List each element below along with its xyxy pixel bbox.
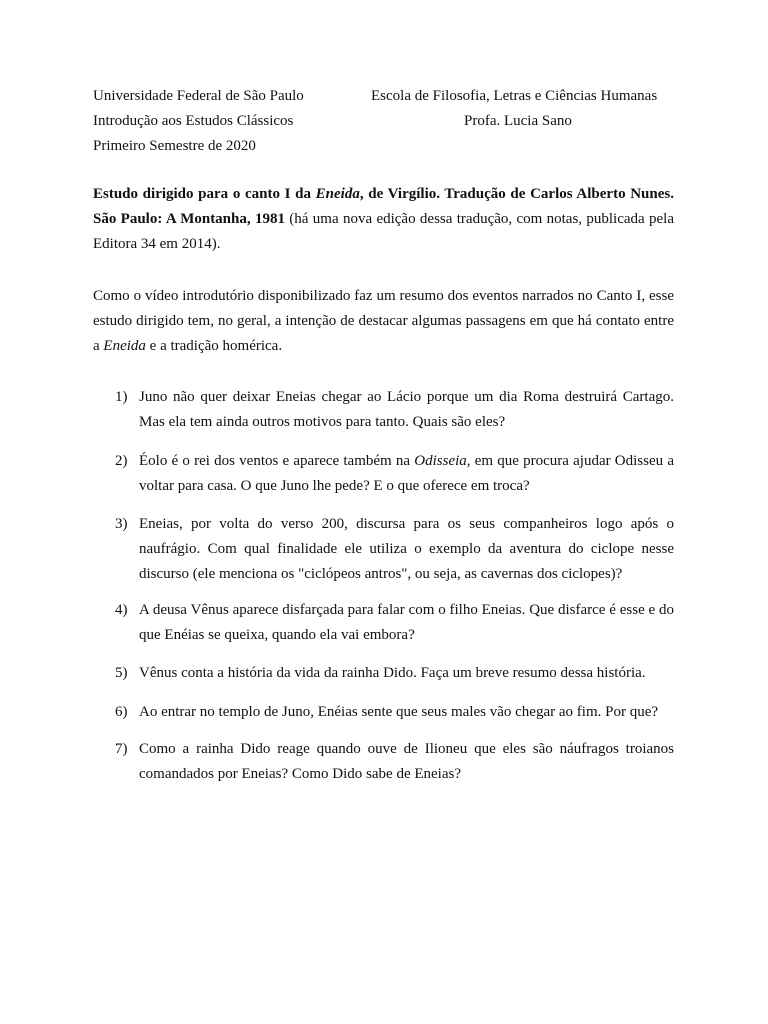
question-number: 3) <box>115 516 128 532</box>
document-title <box>93 182 674 257</box>
semester: Primeiro Semestre de 2020 <box>93 138 256 154</box>
question-number: 2) <box>115 453 128 469</box>
question-number: 6) <box>115 704 128 720</box>
question-number: 7) <box>115 741 128 757</box>
question-text-a: Éolo é o rei dos ventos e aparece também na <box>139 453 415 469</box>
question-text-b: , em que procura ajudar Odisseu a voltar para casa. O que Juno lhe pede? E o que oferece em troca? <box>139 453 674 494</box>
question-text: Como a rainha Dido reage quando ouve de Ilioneu que eles são náufragos troianos comandados por Eneias? Como Dido sabe de Eneias? <box>139 741 674 782</box>
question-text: A deusa Vênus aparece disfarçada para falar com o filho Eneias. Que disfarce é esse e do que Enéias se queixa, quando ela vai embora? <box>139 602 674 643</box>
title-part2: , de Virgílio. Tradução de Carlos Alberto Nunes. São Paulo: A Montanha, 1981 <box>93 186 674 227</box>
intro-text2: e a tradição homérica. <box>145 338 283 354</box>
professor-name: Profa. Lucia Sano <box>464 113 572 129</box>
intro-text1: Como o vídeo introdutório disponibilizado faz um resumo dos eventos narrados no Canto I, esse estudo dirigido tem, no geral, a intenção de destacar algumas passagens em que há contato entre a <box>93 288 674 354</box>
title-note: (há uma nova edição dessa tradução, com notas, publicada pela Editora 34 em 2014). <box>93 211 674 252</box>
question-work: Odisseia <box>414 453 467 469</box>
question-number: 5) <box>115 665 128 681</box>
school-name: Escola de Filosofia, Letras e Ciências Humanas <box>371 88 658 104</box>
university-name: Universidade Federal de São Paulo <box>93 88 304 104</box>
question-text: Ao entrar no templo de Juno, Enéias sente que seus males vão chegar ao fim. Por que? <box>139 704 659 720</box>
title-part1: Estudo dirigido para o canto I da <box>93 186 316 202</box>
intro-paragraph <box>93 284 674 359</box>
question-text <box>139 449 674 499</box>
intro-work: Eneida <box>103 338 146 354</box>
question-number: 1) <box>115 389 128 405</box>
title-work: Eneida <box>315 186 360 202</box>
question-text: Eneias, por volta do verso 200, discursa para os seus companheiros logo após o naufrágio. Com qual finalidade ele utiliza o exemplo da aventura do ciclope nesse discurso (ele menciona os "ciclópeos antros", ou seja, as cavernas dos ciclopes)? <box>139 516 674 582</box>
question-text: Juno não quer deixar Eneias chegar ao Lácio porque um dia Roma destruirá Cartago. Mas ela tem ainda outros motivos para tanto. Quais são eles? <box>139 389 674 430</box>
question-text: Vênus conta a história da vida da rainha Dido. Faça um breve resumo dessa história. <box>139 665 646 681</box>
course-name: Introdução aos Estudos Clássicos <box>93 113 294 129</box>
question-number: 4) <box>115 602 128 618</box>
